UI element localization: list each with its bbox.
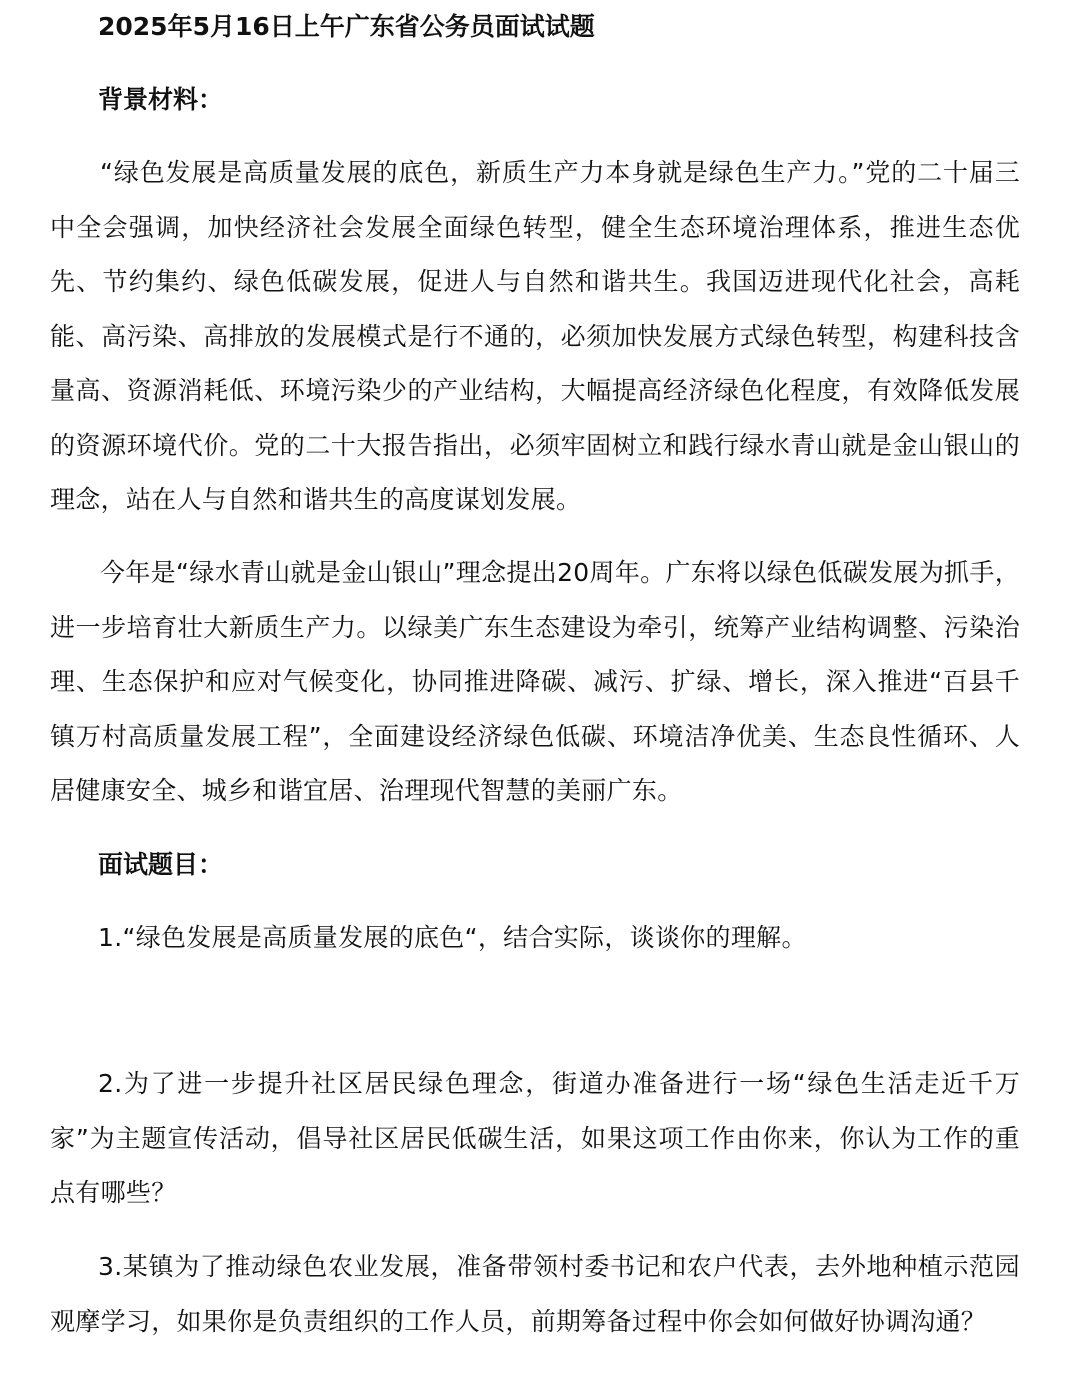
question-1: 1.“绿色发展是高质量发展的底色“，结合实际，谈谈你的理解。 (98, 923, 807, 952)
questions-heading: 面试题目： (98, 850, 224, 879)
background-paragraph-2: 今年是“绿水青山就是金山银山”理念提出20周年。广东将以绿色低碳发展为抓手，进一步培育壮大新质生产力。以绿美广东生态建设为牵引，统筹产业结构调整、污染治理、生态保护和应对气候变化，协同推进降碳、减污、扩绿、增长，深入推进“百县千镇万村高质量发展工程”，全面建设经济绿色低碳、环境洁净优美、生态良性循环、人居健康安全、城乡和谐宜居、治理现代智慧的美丽广东。 (50, 558, 1020, 805)
background-heading: 背景材料： (98, 85, 224, 114)
question-3: 3.某镇为了推动绿色农业发展，准备带领村委书记和农户代表，去外地种植示范园观摩学习，如果你是负责组织的工作人员，前期筹备过程中你会如何做好协调沟通？ (50, 1252, 1020, 1336)
question-2: 2.为了进一步提升社区居民绿色理念，街道办准备进行一场“绿色生活走近千万家”为主题宣传活动，倡导社区居民低碳生活，如果这项工作由你来，你认为工作的重点有哪些？ (50, 1069, 1020, 1207)
document-title: 2025年5月16日上午广东省公务员面试试题 (98, 12, 595, 41)
background-paragraph-1: “绿色发展是高质量发展的底色，新质生产力本身就是绿色生产力。”党的二十届三中全会强调，加快经济社会发展全面绿色转型，健全生态环境治理体系，推进生态优先、节约集约、绿色低碳发展，促进人与自然和谐共生。我国迈进现代化社会，高耗能、高污染、高排放的发展模式是行不通的，必须加快发展方式绿色转型，构建科技含量高、资源消耗低、环境污染少的产业结构，大幅提高经济绿色化程度，有效降低发展的资源环境代价。党的二十大报告指出，必须牢固树立和践行绿水青山就是金山银山的理念，站在人与自然和谐共生的高度谋划发展。 (50, 158, 1020, 514)
